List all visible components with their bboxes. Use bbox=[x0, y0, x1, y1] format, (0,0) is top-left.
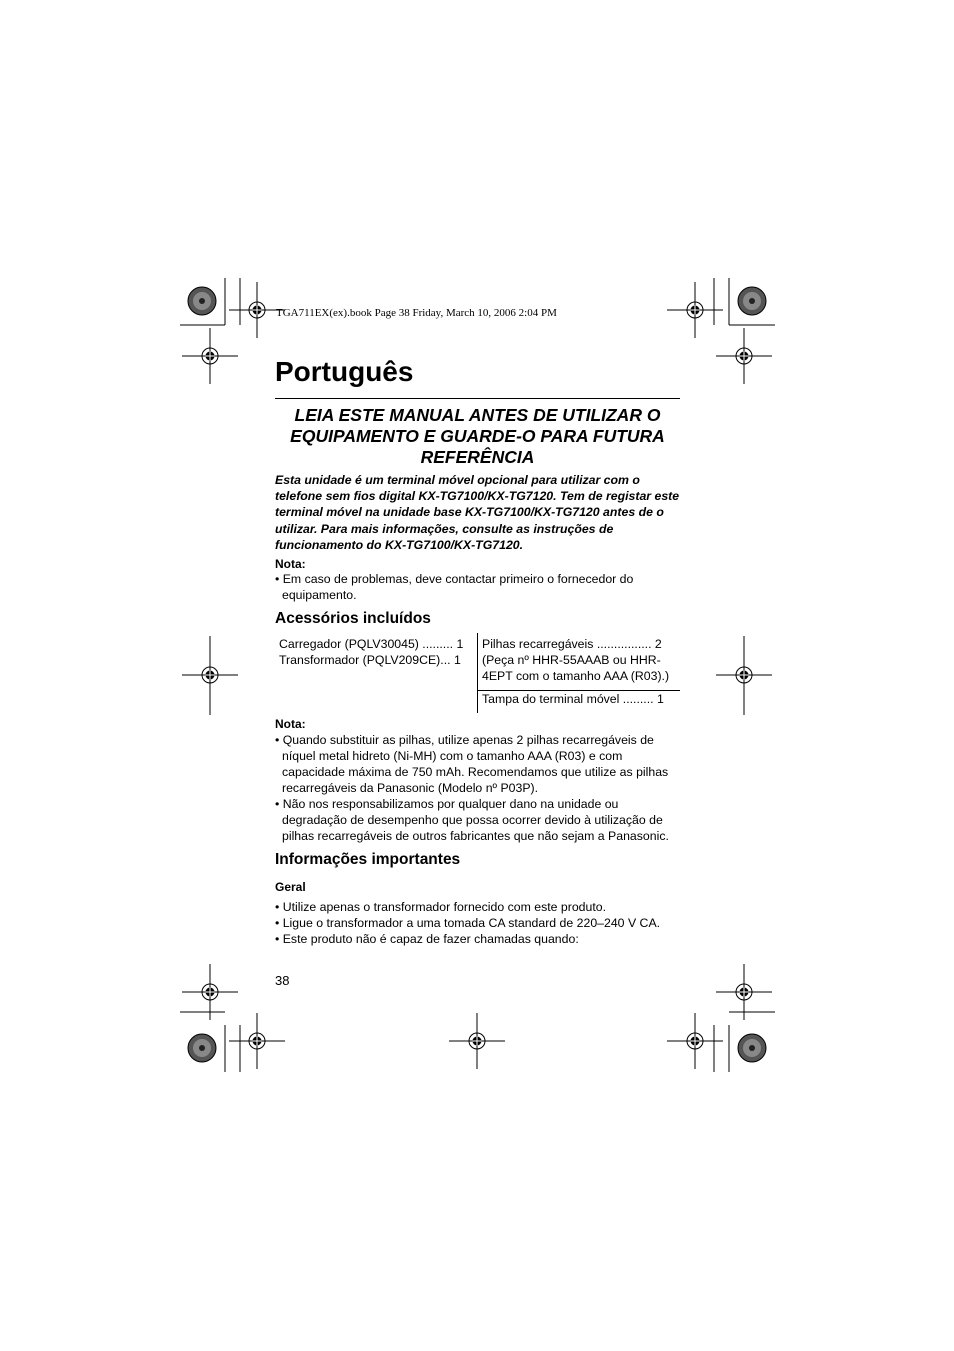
accessory-item: Carregador (PQLV30045) ......... 1 bbox=[279, 637, 464, 651]
page-number: 38 bbox=[275, 973, 290, 988]
subheading-geral: Geral bbox=[275, 880, 306, 894]
intro-paragraph: Esta unidade é um terminal móvel opcional para utilizar com o telefone sem fios digital KX-TG7100/KX-TG7120. Tem de registar este terminal móvel na unidade base KX-TG7100/KX-TG7120 antes de o utilizar. Para mais informações, consulte as instruções de funcionamento do KX-TG7100/KX-TG7120. bbox=[275, 473, 680, 552]
title-divider bbox=[275, 398, 680, 399]
nota-label: Nota: bbox=[275, 557, 306, 571]
nota-label: Nota: bbox=[275, 717, 306, 731]
accessory-item: Pilhas recarregáveis ................ 2 bbox=[482, 637, 662, 651]
list-item: • Utilize apenas o transformador fornecido com este produto. bbox=[275, 900, 607, 914]
accessory-item-detail: 4EPT com o tamanho AAA (R03).) bbox=[482, 669, 670, 683]
accessory-item: Transformador (PQLV209CE)... 1 bbox=[279, 653, 461, 667]
page-title: Português bbox=[275, 356, 414, 387]
list-item: • Em caso de problemas, deve contactar primeiro o fornecedor do equipamento. bbox=[275, 572, 634, 602]
section-heading-important: Informações importantes bbox=[275, 851, 461, 868]
list-item: • Ligue o transformador a uma tomada CA standard de 220–240 V CA. bbox=[275, 916, 661, 930]
table-divider bbox=[477, 633, 478, 713]
section-heading-accessories: Acessórios incluídos bbox=[275, 610, 431, 627]
accessory-item: Tampa do terminal móvel ......... 1 bbox=[482, 692, 664, 706]
book-header-info: TGA711EX(ex).book Page 38 Friday, March 10, 2006 2:04 PM bbox=[276, 307, 557, 319]
list-item: • Quando substituir as pilhas, utilize apenas 2 pilhas recarregáveis de níquel metal hidreto (Ni-MH) com o tamanho AAA (R03) e com capacidade máxima de 750 mAh. Recomendamos que utilize as pilhas recarregáveis da Panasonic (Modelo nº P03P). bbox=[275, 733, 669, 795]
main-heading: LEIA ESTE MANUAL ANTES DE UTILIZAR O EQUIPAMENTO E GUARDE-O PARA FUTURA REFERÊNCIA bbox=[290, 405, 665, 467]
list-item: • Este produto não é capaz de fazer chamadas quando: bbox=[275, 932, 579, 946]
accessory-item-detail: (Peça nº HHR-55AAAB ou HHR- bbox=[482, 653, 661, 667]
list-item: • Não nos responsabilizamos por qualquer dano na unidade ou degradação de desempenho que possa ocorrer devido à utilização de pilhas recarregáveis de outros fabricantes que não sejam a Panasonic. bbox=[275, 797, 669, 843]
